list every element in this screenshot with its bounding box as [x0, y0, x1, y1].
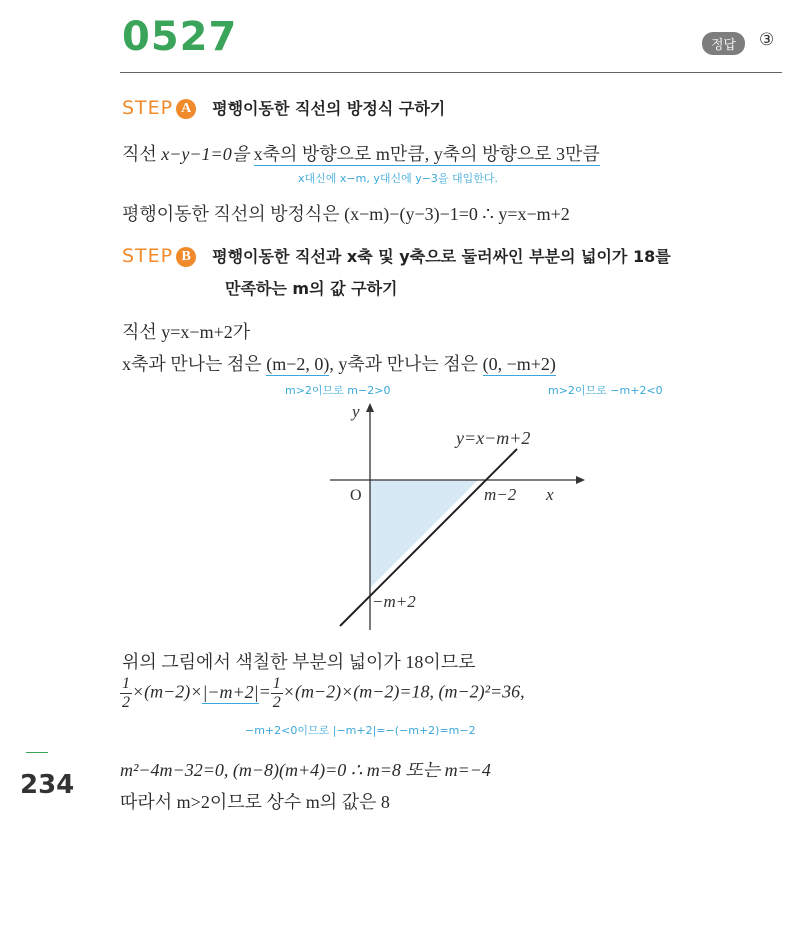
solution-line3: m²−4m−32=0, (m−8)(m+4)=0 ∴ m=8 또는 m=−4	[120, 760, 491, 780]
line-equation-label: y=x−m+2	[456, 428, 531, 448]
step-a-badge: A	[176, 99, 196, 119]
y-intercept-point: (0, −m+2)	[482, 354, 556, 374]
step-b-label: STEP	[122, 245, 174, 267]
step-b-line2-b: , y축과 만나는 점은	[329, 354, 483, 374]
frac-numerator: 1	[122, 675, 130, 692]
step-a-line1	[122, 140, 600, 166]
frac-denominator: 2	[272, 694, 281, 711]
eq-part-c: ×(m−2)×(m−2)=18, (m−2)²=36,	[282, 681, 525, 702]
x-intercept-point: (m−2, 0)	[266, 354, 330, 374]
abs-value-term: |−m+2|	[202, 681, 259, 702]
frac-denominator: 2	[122, 694, 130, 711]
step-a-title: 평행이동한 직선의 방정식 구하기	[212, 99, 446, 118]
eq-part-a: ×(m−2)×	[132, 681, 203, 702]
step-a-label: STEP	[122, 97, 174, 119]
header-divider	[120, 72, 782, 73]
page-number: 234	[20, 770, 75, 800]
half-fraction-2	[271, 675, 283, 712]
step-a-line1-equation: x−y−1=0을	[161, 144, 254, 164]
step-b-note-a: m>2이므로 m−2>0	[285, 384, 391, 397]
x-intercept-label: m−2	[484, 485, 517, 504]
step-a-note: x대신에 x−m, y대신에 y−3을 대입한다.	[298, 172, 499, 185]
coordinate-figure	[300, 400, 600, 640]
step-b-line1: 직선 y=x−m+2가	[122, 322, 251, 342]
solution-equation	[120, 675, 525, 712]
shaded-triangle	[370, 480, 478, 588]
step-b-note-b: m>2이므로 −m+2<0	[548, 384, 663, 397]
step-b-title-line1: 평행이동한 직선과 x축 및 y축으로 둘러싸인 부분의 넓이가 18를	[212, 247, 671, 266]
answer-tag: 정답	[702, 32, 745, 55]
frac-numerator: 1	[272, 675, 281, 692]
solution-note: −m+2<0이므로 |−m+2|=−(−m+2)=m−2	[245, 724, 476, 737]
y-intercept-label: −m+2	[372, 592, 416, 611]
step-a-line1-prefix: 직선	[122, 144, 162, 164]
solution-line1: 위의 그림에서 색칠한 부분의 넓이가 18이므로	[122, 652, 476, 672]
step-a-underlined-shift: x축의 방향으로 m만큼, y축의 방향으로 3만큼	[253, 144, 600, 164]
step-b-badge: B	[176, 247, 196, 267]
step-b-heading	[122, 244, 671, 267]
y-axis-arrow	[366, 403, 374, 412]
y-axis-label: y	[352, 402, 360, 421]
page-number-rule	[26, 752, 48, 753]
step-a-line2: 평행이동한 직선의 방정식은 (x−m)−(y−3)−1=0 ∴ y=x−m+2	[122, 204, 570, 224]
origin-label: O	[350, 487, 362, 504]
x-axis-arrow	[576, 476, 585, 484]
half-fraction-1	[120, 675, 132, 712]
eq-part-b: =	[258, 681, 271, 702]
step-b-title-line2: 만족하는 m의 값 구하기	[225, 279, 398, 298]
x-axis-label: x	[546, 485, 554, 504]
graph-line	[340, 449, 517, 626]
solution-line4: 따라서 m>2이므로 상수 m의 값은 8	[120, 792, 390, 812]
step-b-line2-a: x축과 만나는 점은	[122, 354, 267, 374]
answer-value: ③	[759, 30, 775, 50]
problem-number: 0527	[122, 14, 238, 60]
step-b-line2	[122, 350, 556, 376]
step-a-heading	[122, 96, 445, 119]
